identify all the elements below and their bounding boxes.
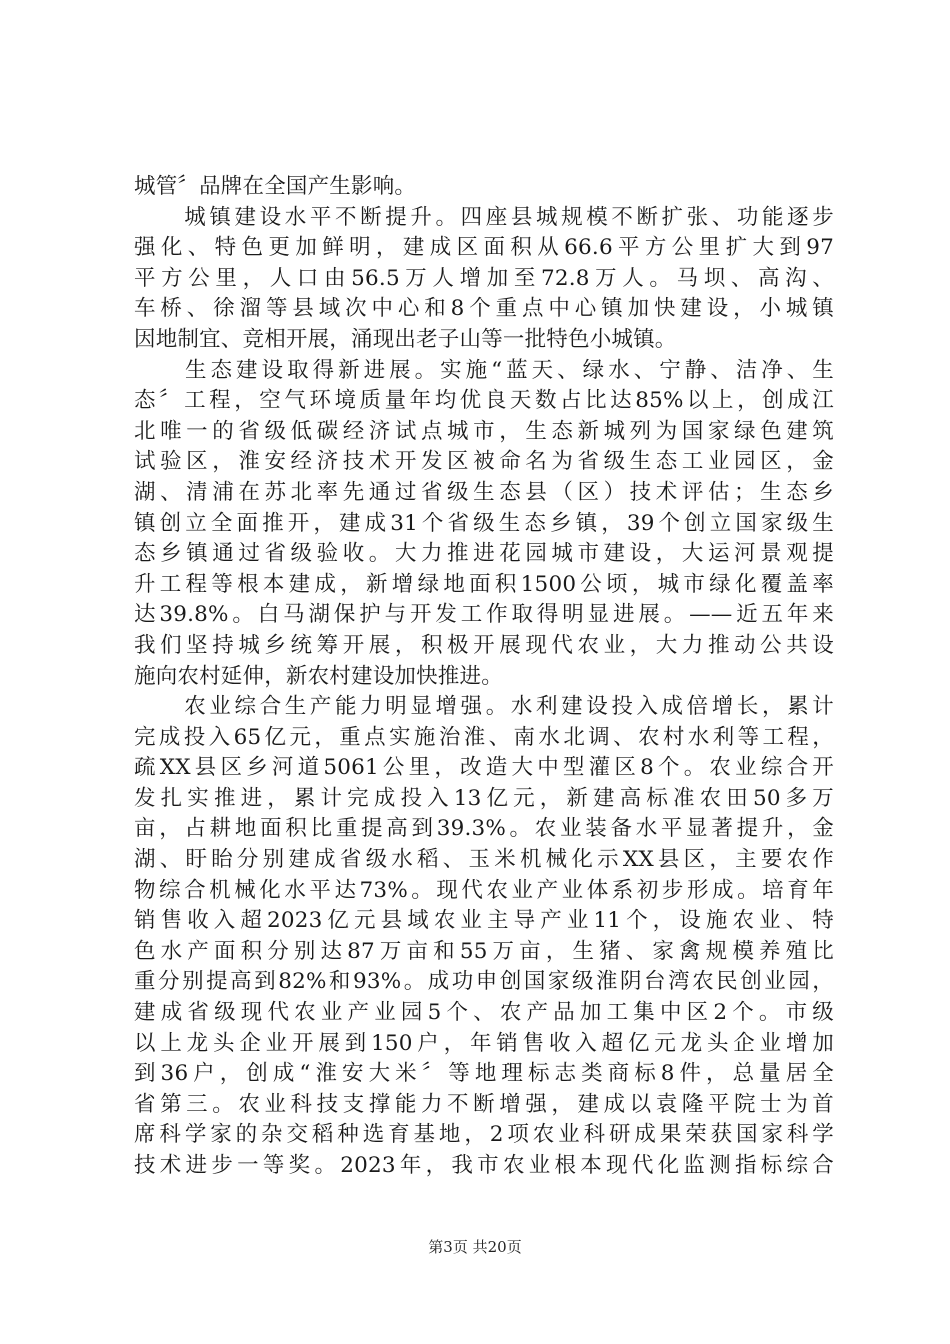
- text-line: 省第三。农业科技支撑能力不断增强，建成以袁隆平院士为首: [134, 1091, 834, 1117]
- text-line: 城管〞品牌在全国产生影响。: [134, 174, 417, 199]
- text-line: 我们坚持城乡统筹开展，积极开展现代农业，大力推动公共设: [134, 632, 834, 658]
- text-line: 到36户，创成“淮安大米〞等地理标志类商标8件，总量居全: [134, 1061, 834, 1087]
- text-line: 平方公里，人口由56.5万人增加至72.8万人。马坝、高沟、: [134, 265, 834, 291]
- text-line: 完成投入65亿元，重点实施治淮、南水北调、农村水利等工程，: [134, 724, 834, 750]
- text-line: 态乡镇通过省级验收。大力推进花园城市建设，大运河景观提: [134, 541, 834, 567]
- text-line: 湖、清浦在苏北率先通过省级生态县（区）技术评估；生态乡: [134, 479, 834, 505]
- text-line: 疏XX县区乡河道5061公里，改造大中型灌区8个。农业综合开: [134, 755, 834, 781]
- text-line: 车桥、徐溜等县域次中心和8个重点中心镇加快建设，小城镇: [134, 296, 834, 322]
- text-line: 色水产面积分别达87万亩和55万亩，生猪、家禽规模养殖比: [134, 938, 834, 964]
- text-line: 试验区，淮安经济技术开发区被命名为省级生态工业园区，金: [134, 449, 834, 475]
- text-line: 销售收入超2023亿元县域农业主导产业11个，设施农业、特: [134, 908, 834, 934]
- text-line: 城镇建设水平不断提升。四座县城规模不断扩张、功能逐步: [134, 204, 834, 230]
- text-line: 达39.8%。白马湖保护与开发工作取得明显进展。——近五年来: [134, 602, 834, 628]
- text-line: 重分别提高到82%和93%。成功申创国家级淮阴台湾农民创业园，: [134, 969, 834, 995]
- text-line: 建成省级现代农业产业园5个、农产品加工集中区2个。市级: [134, 1000, 834, 1026]
- page-footer: 第3页 共20页: [428, 1238, 522, 1256]
- text-line: 强化、特色更加鲜明，建成区面积从66.6平方公里扩大到97: [134, 235, 834, 261]
- text-line: 北唯一的省级低碳经济试点城市，生态新城列为国家绿色建筑: [134, 418, 834, 444]
- body-text: [134, 172, 834, 1182]
- text-line: 物综合机械化水平达73%。现代农业产业体系初步形成。培育年: [134, 877, 834, 903]
- text-line: 镇创立全面推开，建成31个省级生态乡镇，39个创立国家级生: [134, 510, 834, 536]
- text-line: 因地制宜、竞相开展，涌现出老子山等一批特色小城镇。: [134, 326, 677, 352]
- text-line: 发扎实推进，累计完成投入13亿元，新建高标准农田50多万: [134, 785, 834, 811]
- text-line: 以上龙头企业开展到150户，年销售收入超亿元龙头企业增加: [134, 1030, 834, 1056]
- text-line: 生态建设取得新进展。实施“蓝天、绿水、宁静、洁净、生: [134, 357, 834, 383]
- text-line: 态〞工程，空气环境质量年均优良天数占比达85%以上，创成江: [134, 388, 834, 414]
- text-line: 席科学家的杂交稻种选育基地，2项农业科研成果荣获国家科学: [134, 1122, 834, 1148]
- text-line: 湖、盱眙分别建成省级水稻、玉米机械化示XX县区，主要农作: [134, 847, 834, 873]
- text-line: 施向农村延伸，新农村建设加快推进。: [134, 663, 503, 689]
- text-line: 亩，占耕地面积比重提高到39.3%。农业装备水平显著提升，金: [134, 816, 834, 842]
- text-line: 技术进步一等奖。2023年，我市农业根本现代化监测指标综合: [134, 1153, 834, 1178]
- text-line: 农业综合生产能力明显增强。水利建设投入成倍增长，累计: [134, 694, 834, 720]
- text-line: 升工程等根本建成，新增绿地面积1500公顷，城市绿化覆盖率: [134, 571, 834, 597]
